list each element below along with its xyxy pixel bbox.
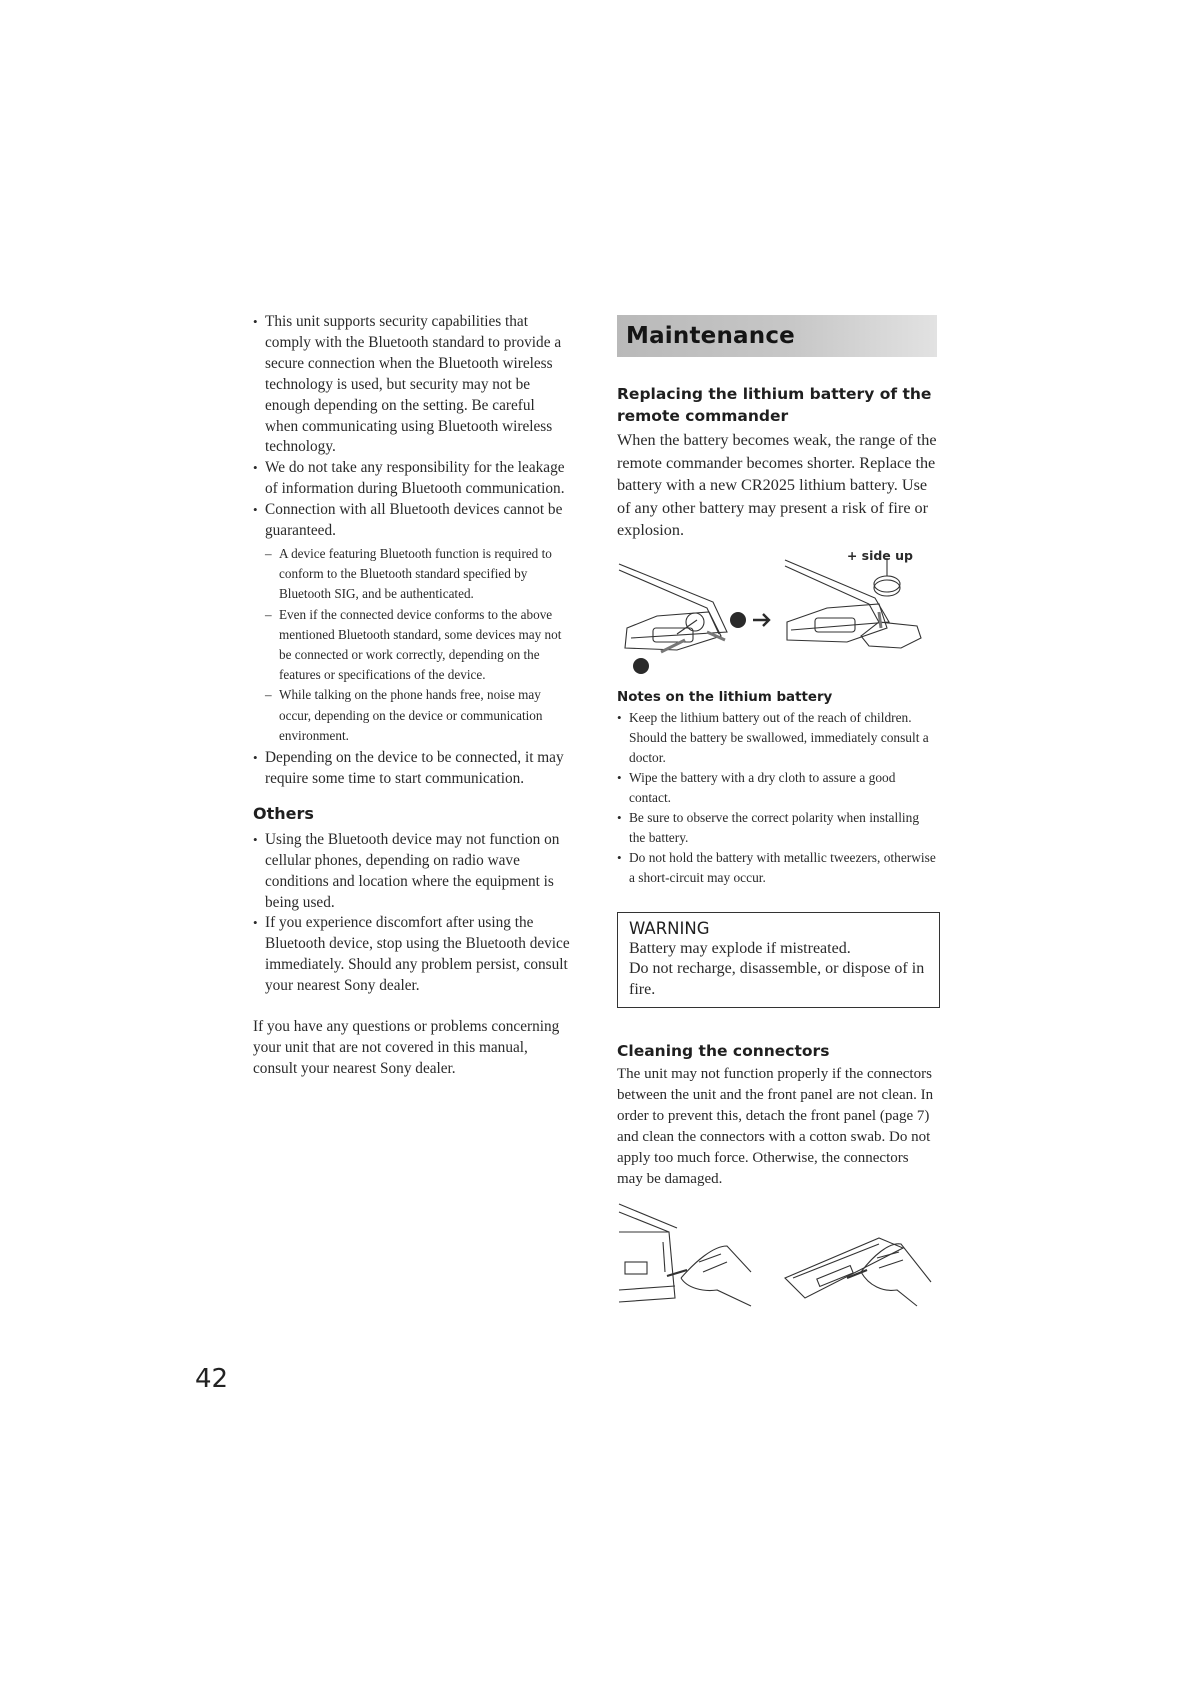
section-title: Maintenance [626, 323, 795, 349]
list-item: • We do not take any responsibility for the leakage of information during Bluetooth communication. [253, 458, 571, 500]
warning-title: WARNING [629, 918, 710, 938]
list-item: • If you experience discomfort after using the Bluetooth device, stop using the Bluetooth device immediately. Should any problem persist, consult your nearest Sony dealer. [253, 913, 571, 997]
list-item: • Using the Bluetooth device may not function on cellular phones, depending on radio wave conditions and location where the equipment is being used. [253, 830, 571, 914]
battery-figure [617, 547, 937, 690]
right-column [617, 315, 937, 1314]
cleaning-paragraph: The unit may not function properly if the connectors between the unit and the front panel are not clean. In order to prevent this, detach the front panel (page 7) and clean the connectors with a cotton swab. Do not apply too much force. Otherwise, the connectors may be damaged. [617, 1066, 934, 1188]
list-item: • Keep the lithium battery out of the reach of children. Should the battery be swallowed, immediately consult a doctor. [617, 708, 937, 768]
cleaning-figure [617, 1202, 937, 1314]
battery-paragraph: When the battery becomes weak, the range of the remote commander becomes shorter. Replace the battery with a new CR2025 lithium battery. Use of any other battery may present a risk of fire or explosion. [617, 431, 937, 540]
list-item-text: Connection with all Bluetooth devices cannot be guaranteed. [265, 501, 563, 540]
notes-heading: Notes on the lithium battery [617, 689, 833, 705]
battery-heading: Replacing the lithium battery of the remote commander [617, 385, 932, 425]
sub-list [265, 544, 571, 746]
list-item: • Wipe the battery with a dry cloth to assure a good contact. [617, 768, 937, 808]
sub-list-item: – While talking on the phone hands free, noise may occur, depending on the device or communication environment. [265, 685, 571, 746]
list-item: • Depending on the device to be connected, it may require some time to start communication. [253, 748, 571, 790]
sub-list-item: – Even if the connected device conforms to the above mentioned Bluetooth standard, some devices may not be connected or work correctly, depending on the features or specifications of the device. [265, 605, 571, 686]
warning-box [617, 912, 940, 1009]
bluetooth-notes-list [253, 312, 571, 790]
warning-line: Battery may explode if mistreated. [629, 939, 851, 957]
battery-notes-list [617, 708, 937, 888]
battery-replacement-illustration-icon [617, 552, 937, 690]
warning-line: Do not recharge, disassemble, or dispose of in fire. [629, 960, 925, 998]
others-heading: Others [253, 803, 314, 823]
others-list [253, 830, 571, 997]
sub-list-item: – A device featuring Bluetooth function is required to conform to the Bluetooth standard specified by Bluetooth SIG, and be authenticated. [265, 544, 571, 605]
closing-paragraph: If you have any questions or problems concerning your unit that are not covered in this manual, consult your nearest Sony dealer. [253, 1018, 560, 1077]
left-column [253, 312, 571, 1080]
page-number: 42 [195, 1364, 229, 1394]
section-title-bar [617, 315, 937, 357]
list-item: • Be sure to observe the correct polarity when installing the battery. [617, 808, 937, 848]
cleaning-heading: Cleaning the connectors [617, 1042, 830, 1061]
list-item: • Do not hold the battery with metallic tweezers, otherwise a short-circuit may occur. [617, 848, 937, 888]
side-up-label: + side up [846, 547, 913, 563]
list-item [253, 500, 571, 746]
connector-cleaning-illustration-icon [617, 1202, 937, 1314]
list-item: • This unit supports security capabilities that comply with the Bluetooth standard to provide a secure connection when the Bluetooth wireless technology is used, but security may not be enough depending on the setting. Be careful when communicating using Bluetooth wireless technology. [253, 312, 571, 458]
